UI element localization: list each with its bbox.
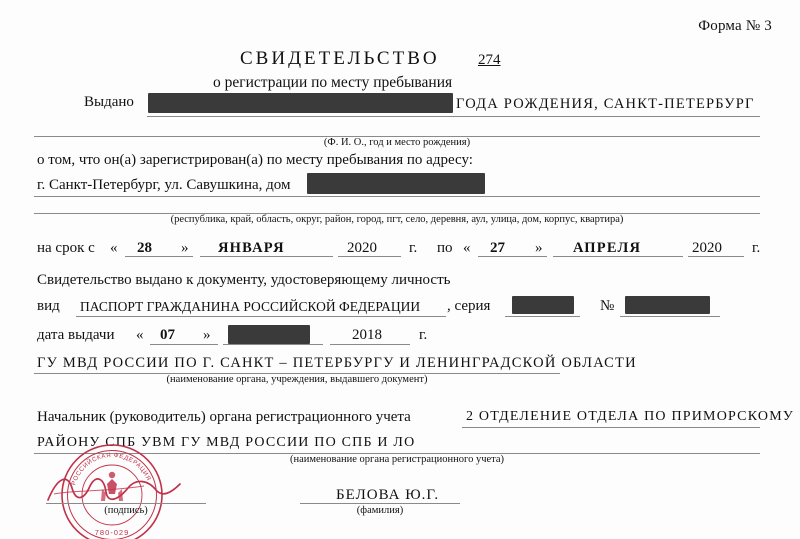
issued-to-label: Выдано <box>84 94 134 111</box>
identity-series-label: , серия <box>447 298 490 315</box>
term-from-month-rule <box>200 256 333 257</box>
term-from-quote-close: » <box>181 240 189 257</box>
certificate-number: 274 <box>478 52 501 69</box>
identity-authority: ГУ МВД РОССИИ ПО Г. САНКТ – ПЕТЕРБУРГУ И ЛЕНИНГРАДСКОЙ ОБЛАСТИ <box>37 355 637 372</box>
term-from-month: ЯНВАРЯ <box>218 240 285 257</box>
registration-statement: о том, что он(а) зарегистрирован(а) по месту пребывания по адресу: <box>37 152 473 169</box>
issued-to-suffix: ГОДА РОЖДЕНИЯ, САНКТ-ПЕТЕРБУРГ <box>456 96 755 113</box>
term-to-year: 2020 <box>692 240 722 257</box>
handwritten-signature <box>44 470 184 510</box>
redacted-full-name <box>148 93 453 113</box>
identity-authority-hint: (наименование органа, учреждения, выдавшего документ) <box>34 374 560 385</box>
surname-hint: (фамилия) <box>300 505 460 516</box>
term-to-day: 27 <box>490 240 505 257</box>
term-to-prefix: по <box>437 240 453 257</box>
identity-issue-date-label: дата выдачи <box>37 327 114 344</box>
signature-hint: (подпись) <box>46 505 206 516</box>
fio-hint: (Ф. И. О., год и место рождения) <box>34 137 760 148</box>
signer-surname: БЕЛОВА Ю.Г. <box>336 487 439 504</box>
identity-issue-month-rule <box>223 344 323 345</box>
svg-text:780-029: 780-029 <box>95 528 130 537</box>
form-number-label: Форма № 3 <box>698 18 772 35</box>
term-from-day: 28 <box>137 240 152 257</box>
chief-office-hint: (наименование органа регистрационного учета) <box>34 454 760 465</box>
redacted-passport-number <box>625 296 710 314</box>
page-title: СВИДЕТЕЛЬСТВО <box>240 48 440 70</box>
term-from-year-rule <box>338 256 401 257</box>
term-to-month-rule <box>553 256 683 257</box>
address-hint: (республика, край, область, округ, район, город, пгт, село, деревня, аул, улица, дом, корпус, квартира) <box>34 214 760 225</box>
identity-type-label: вид <box>37 298 60 315</box>
chief-label: Начальник (руководитель) органа регистрационного учета <box>37 409 411 426</box>
chief-office-line2: РАЙОНУ СПБ УВМ ГУ МВД РОССИИ ПО СПБ И ЛО <box>37 435 415 451</box>
redacted-passport-series <box>512 296 574 314</box>
signature-rule <box>46 503 206 504</box>
identity-type-value: ПАСПОРТ ГРАЖДАНИНА РОССИЙСКОЙ ФЕДЕРАЦИИ <box>80 299 420 315</box>
identity-series-rule <box>505 316 580 317</box>
redacted-issue-month <box>228 325 310 344</box>
identity-issue-year-rule <box>330 344 410 345</box>
issue-quote-close: » <box>203 327 211 344</box>
identity-issue-day-rule <box>150 344 218 345</box>
chief-office-rule-1 <box>462 427 760 428</box>
term-from-day-rule <box>125 256 193 257</box>
identity-issue-day: 07 <box>160 327 175 344</box>
term-to-quote-open: « <box>463 240 471 257</box>
identity-issue-g: г. <box>419 327 427 344</box>
surname-rule <box>300 503 460 504</box>
identity-number-label: № <box>600 298 614 315</box>
address-rule-1 <box>34 196 760 197</box>
term-prefix: на срок с <box>37 240 95 257</box>
svg-text:РОССИЙСКАЯ ФЕДЕРАЦИЯ: РОССИЙСКАЯ ФЕДЕРАЦИЯ <box>70 452 152 486</box>
issued-to-rule <box>147 116 760 117</box>
term-to-month: АПРЕЛЯ <box>573 240 641 257</box>
term-to-day-rule <box>478 256 547 257</box>
page-subtitle: о регистрации по месту пребывания <box>213 74 452 92</box>
term-from-quote-open: « <box>110 240 118 257</box>
issue-quote-open: « <box>136 327 144 344</box>
redacted-address-detail <box>307 173 485 194</box>
term-to-year-rule <box>688 256 744 257</box>
address-value: г. Санкт-Петербург, ул. Савушкина, дом <box>37 177 290 194</box>
identity-intro: Свидетельство выдано к документу, удостоверяющему личность <box>37 272 451 289</box>
identity-type-rule <box>76 316 446 317</box>
term-to-g: г. <box>752 240 760 257</box>
term-to-quote-close: » <box>535 240 543 257</box>
chief-office-line1: 2 ОТДЕЛЕНИЕ ОТДЕЛА ПО ПРИМОРСКОМУ <box>466 409 794 425</box>
term-from-g: г. <box>409 240 417 257</box>
term-from-year: 2020 <box>347 240 377 257</box>
identity-issue-year: 2018 <box>352 327 382 344</box>
identity-number-rule <box>620 316 720 317</box>
